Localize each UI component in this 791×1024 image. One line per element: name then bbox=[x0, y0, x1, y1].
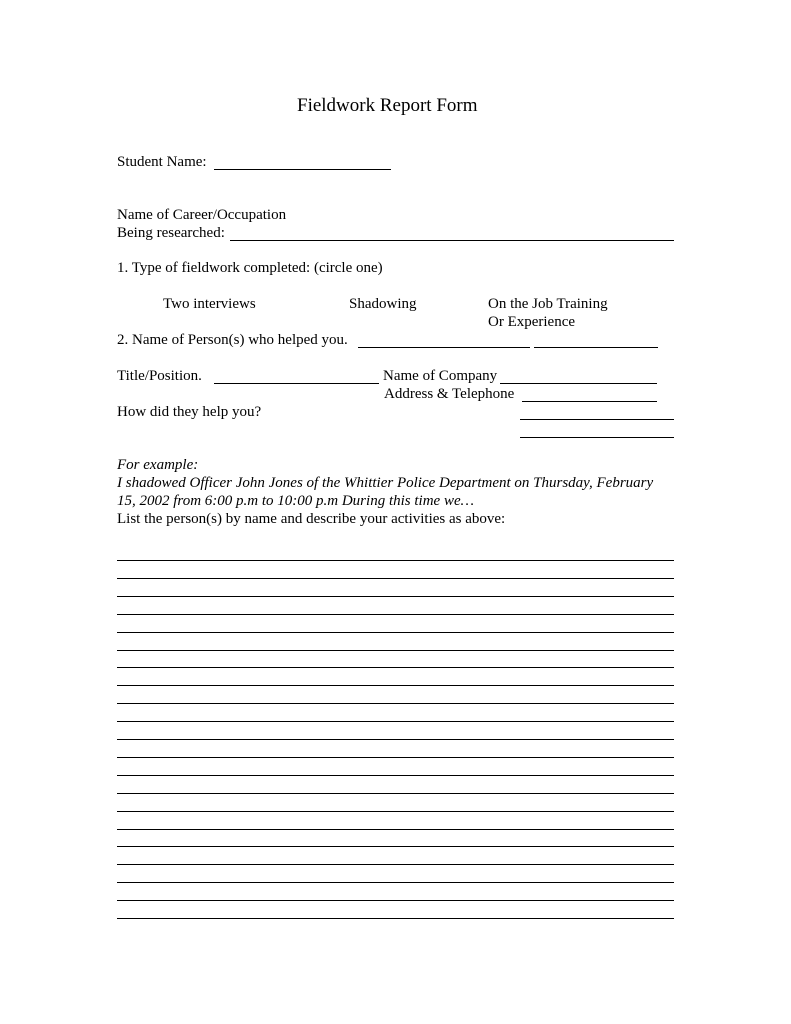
company-line[interactable] bbox=[500, 383, 657, 384]
writing-line[interactable] bbox=[117, 900, 674, 901]
writing-line[interactable] bbox=[117, 596, 674, 597]
writing-line[interactable] bbox=[117, 864, 674, 865]
career-label-line2: Being researched: bbox=[117, 225, 225, 241]
career-label-line1: Name of Career/Occupation bbox=[117, 207, 287, 223]
writing-line[interactable] bbox=[117, 632, 674, 633]
writing-line[interactable] bbox=[117, 667, 674, 668]
student-name-line[interactable] bbox=[214, 169, 391, 170]
option-on-the-job-training[interactable]: On the Job Training bbox=[488, 296, 608, 312]
company-label: Name of Company bbox=[383, 368, 498, 384]
example-heading: For example: bbox=[117, 457, 199, 473]
address-line[interactable] bbox=[522, 401, 657, 402]
page-title: Fieldwork Report Form bbox=[297, 95, 478, 116]
helper-name-line-1[interactable] bbox=[358, 347, 530, 348]
writing-line[interactable] bbox=[117, 739, 674, 740]
writing-line[interactable] bbox=[117, 793, 674, 794]
instruction-text: List the person(s) by name and describe your activities as above: bbox=[117, 511, 506, 527]
option-or-experience: Or Experience bbox=[488, 314, 576, 330]
writing-line[interactable] bbox=[117, 578, 674, 579]
writing-line[interactable] bbox=[117, 811, 674, 812]
helper-name-line-2[interactable] bbox=[534, 347, 658, 348]
title-position-label: Title/Position. bbox=[117, 368, 202, 384]
writing-line[interactable] bbox=[117, 757, 674, 758]
how-help-line-2[interactable] bbox=[520, 437, 674, 438]
writing-line[interactable] bbox=[117, 685, 674, 686]
q2-label: 2. Name of Person(s) who helped you. bbox=[117, 332, 348, 348]
q1-label: 1. Type of fieldwork completed: (circle one) bbox=[117, 260, 383, 276]
title-position-line[interactable] bbox=[214, 383, 379, 384]
writing-line[interactable] bbox=[117, 703, 674, 704]
option-shadowing[interactable]: Shadowing bbox=[349, 296, 417, 312]
writing-line[interactable] bbox=[117, 829, 674, 830]
writing-line[interactable] bbox=[117, 846, 674, 847]
writing-line[interactable] bbox=[117, 775, 674, 776]
example-line-2: 15, 2002 from 6:00 p.m to 10:00 p.m During this time we… bbox=[117, 493, 474, 509]
writing-line[interactable] bbox=[117, 614, 674, 615]
writing-line[interactable] bbox=[117, 650, 674, 651]
how-help-label: How did they help you? bbox=[117, 404, 262, 420]
writing-line[interactable] bbox=[117, 918, 674, 919]
address-label: Address & Telephone bbox=[384, 386, 515, 402]
option-two-interviews[interactable]: Two interviews bbox=[163, 296, 256, 312]
writing-line[interactable] bbox=[117, 882, 674, 883]
writing-line[interactable] bbox=[117, 721, 674, 722]
example-line-1: I shadowed Officer John Jones of the Whittier Police Department on Thursday, February bbox=[117, 475, 654, 491]
career-line[interactable] bbox=[230, 240, 674, 241]
how-help-line-1[interactable] bbox=[520, 419, 674, 420]
student-name-label: Student Name: bbox=[117, 154, 207, 170]
writing-line[interactable] bbox=[117, 560, 674, 561]
